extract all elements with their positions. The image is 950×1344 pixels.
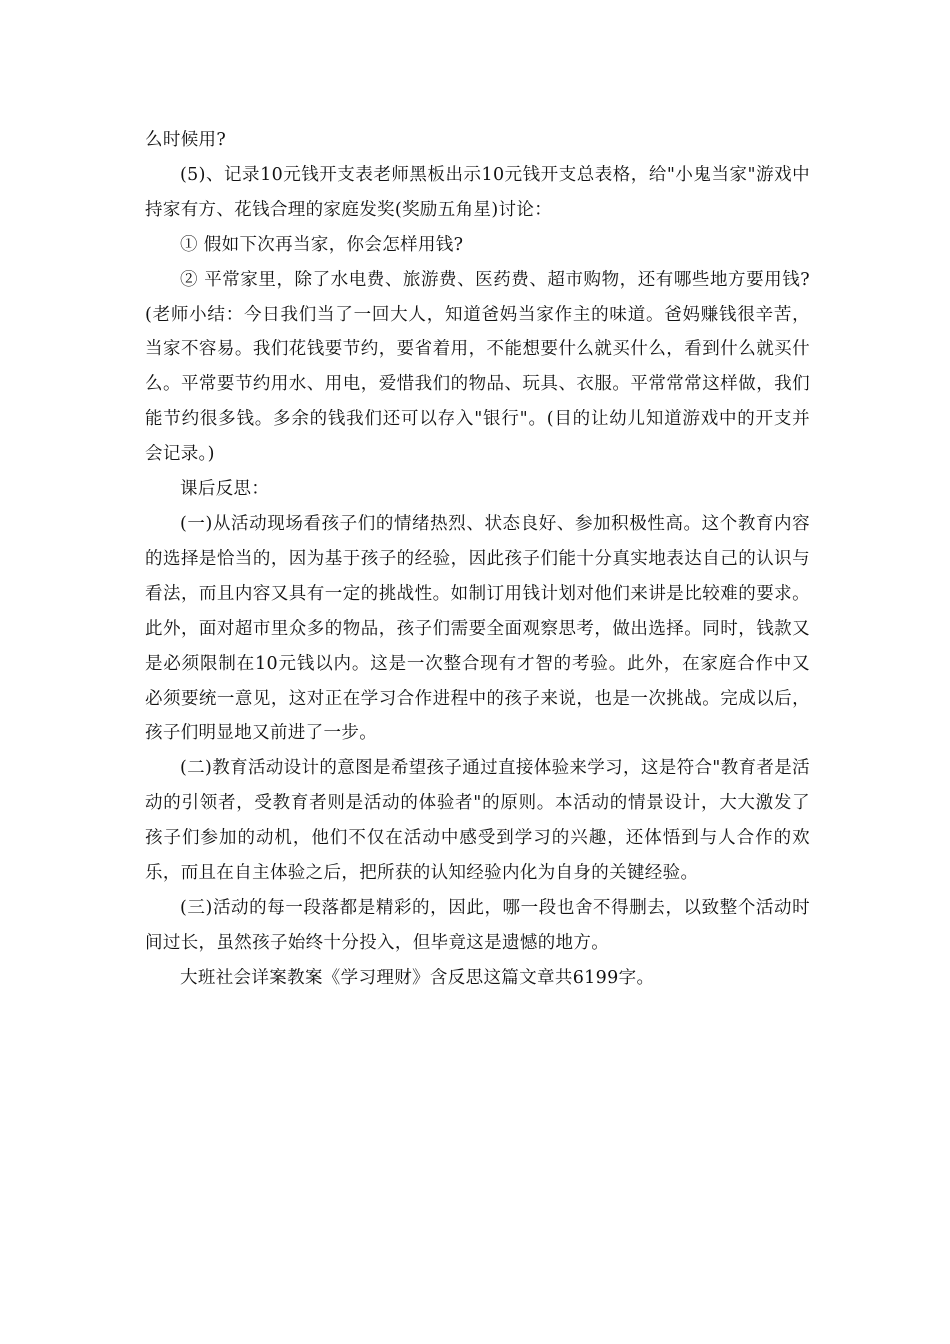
document-body	[145, 123, 810, 996]
paragraph-question-2: ② 平常家里，除了水电费、旅游费、医药费、超市购物，还有哪些地方要用钱?(老师小结：今日我们当了一回大人，知道爸妈当家作主的味道。爸妈赚钱很辛苦，当家不容易。我们花钱要节约，要省着用，不能想要什么就买什么，看到什么就买什么。平常要节约用水、用电，爱惜我们的物品、玩具、衣服。平常常常这样做，我们能节约很多钱。多余的钱我们还可以存入"银行"。(目的让幼儿知道游戏中的开支并会记录。)	[145, 269, 810, 465]
paragraph-expense-table: (5)、记录10元钱开支表老师黑板出示10元钱开支总表格，给"小鬼当家"游戏中持家有方、花钱合理的家庭发奖(奖励五角星)讨论：	[145, 164, 810, 220]
paragraph-reflection-2: (二)教育活动设计的意图是希望孩子通过直接体验来学习，这是符合"教育者是活动的引领者，受教育者则是活动的体验者"的原则。本活动的情景设计，大大激发了孩子们参加的动机，他们不仅在活动中感受到学习的兴趣，还体悟到与人合作的欢乐，而且在自主体验之后，把所获的认知经验内化为自身的关键经验。	[145, 758, 810, 884]
paragraph-closing: 大班社会详案教案《学习理财》含反思这篇文章共6199字。	[180, 967, 655, 988]
paragraph-reflection-heading: 课后反思：	[180, 479, 270, 500]
paragraph-reflection-3: (三)活动的每一段落都是精彩的，因此，哪一段也舍不得删去，以致整个活动时间过长，虽然孩子始终十分投入，但毕竟这是遗憾的地方。	[145, 897, 810, 953]
paragraph-reflection-1: (一)从活动现场看孩子们的情绪热烈、状态良好、参加积极性高。这个教育内容的选择是恰当的，因为基于孩子的经验，因此孩子们能十分真实地表达自己的认识与看法，而且内容又具有一定的挑战性。如制订用钱计划对他们来讲是比较难的要求。此外，面对超市里众多的物品，孩子们需要全面观察思考，做出选择。同时，钱款又是必须限制在10元钱以内。这是一次整合现有才智的考验。此外，在家庭合作中又必须要统一意见，这对正在学习合作进程中的孩子来说，也是一次挑战。完成以后，孩子们明显地又前进了一步。	[145, 513, 810, 744]
paragraph-question-1: ① 假如下次再当家，你会怎样用钱?	[180, 234, 464, 255]
paragraph-continuation: 么时候用?	[145, 130, 227, 150]
